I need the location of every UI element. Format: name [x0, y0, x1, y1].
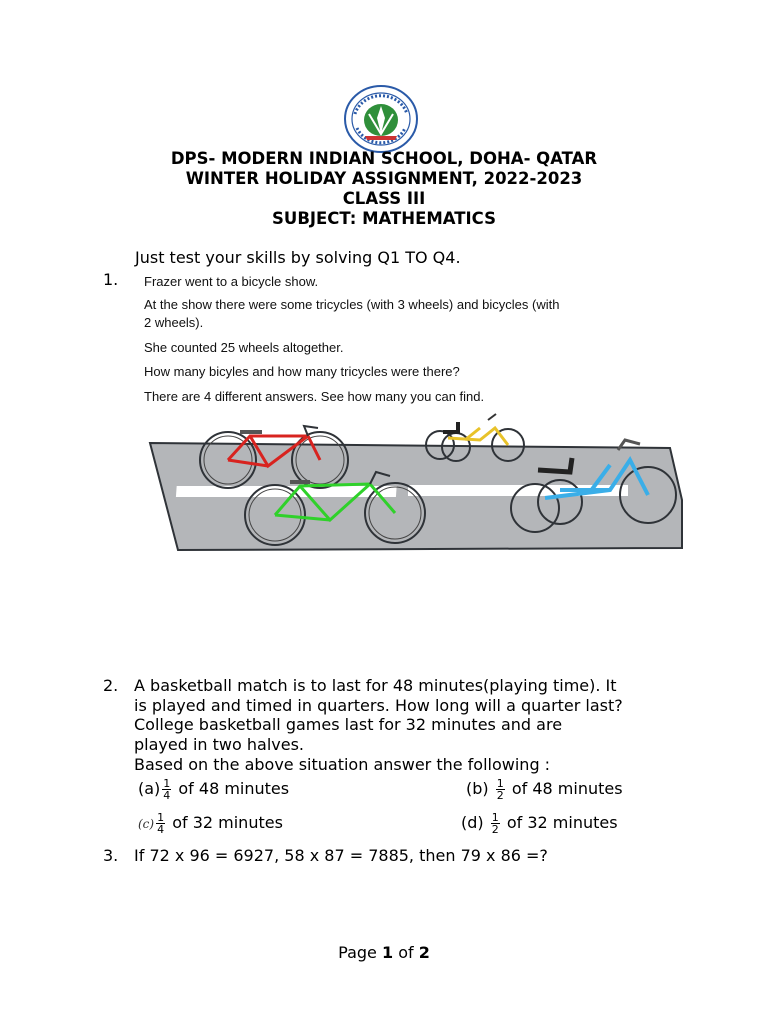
q1-line: 2 wheels). [144, 315, 204, 330]
bicycle-illustration [140, 410, 685, 555]
fraction-one-half: $\frac{1}{2}$ [491, 811, 499, 836]
q2-line: Based on the above situation answer the following : [134, 755, 551, 774]
q2-line: is played and timed in quarters. How long will a quarter last? [134, 696, 623, 715]
q1-line: There are 4 different answers. See how many you can find. [144, 389, 485, 404]
q1-line: Frazer went to a bicycle show. [144, 274, 319, 289]
intro-text: Just test your skills by solving Q1 TO Q4. [135, 248, 461, 267]
school-name: DPS- MODERN INDIAN SCHOOL, DOHA- QATAR [170, 149, 598, 168]
q3-text: If 72 x 96 = 6927, 58 x 87 = 7885, then 79 x 86 =? [134, 846, 548, 865]
q1-line: She counted 25 wheels altogether. [144, 340, 344, 355]
q2-number: 2. [103, 676, 119, 695]
page-footer: Page 1 of 2 [338, 943, 430, 962]
q3-number: 3. [103, 846, 119, 865]
fraction-one-half: $\frac{1}{2}$ [496, 777, 504, 802]
option-b: (b) $\frac{1}{2}$ of 48 minutes [466, 777, 623, 802]
subject-label: SUBJECT: MATHEMATICS [272, 209, 496, 228]
q2-line: College basketball games last for 32 minutes and are [134, 715, 563, 734]
q1-line: How many bicyles and how many tricycles were there? [144, 364, 460, 379]
class-label: CLASS III [342, 189, 426, 208]
q1-number: 1. [103, 270, 119, 289]
school-logo [343, 84, 419, 154]
q2-line: A basketball match is to last for 48 minutes(playing time). It [134, 676, 617, 695]
fraction-one-fourth: $\frac{1}{4}$ [157, 811, 165, 836]
option-d: (d) $\frac{1}{2}$ of 32 minutes [461, 811, 618, 836]
q2-line: played in two halves. [134, 735, 304, 754]
fraction-one-fourth: $\frac{1}{4}$ [163, 777, 171, 802]
option-c: (c) $\frac{1}{4}$ of 32 minutes [138, 811, 283, 836]
q1-line: At the show there were some tricycles (with 3 wheels) and bicycles (with [144, 297, 560, 312]
option-a: (a) $\frac{1}{4}$ of 48 minutes [138, 777, 290, 802]
assignment-title: WINTER HOLIDAY ASSIGNMENT, 2022-2023 [185, 169, 583, 188]
